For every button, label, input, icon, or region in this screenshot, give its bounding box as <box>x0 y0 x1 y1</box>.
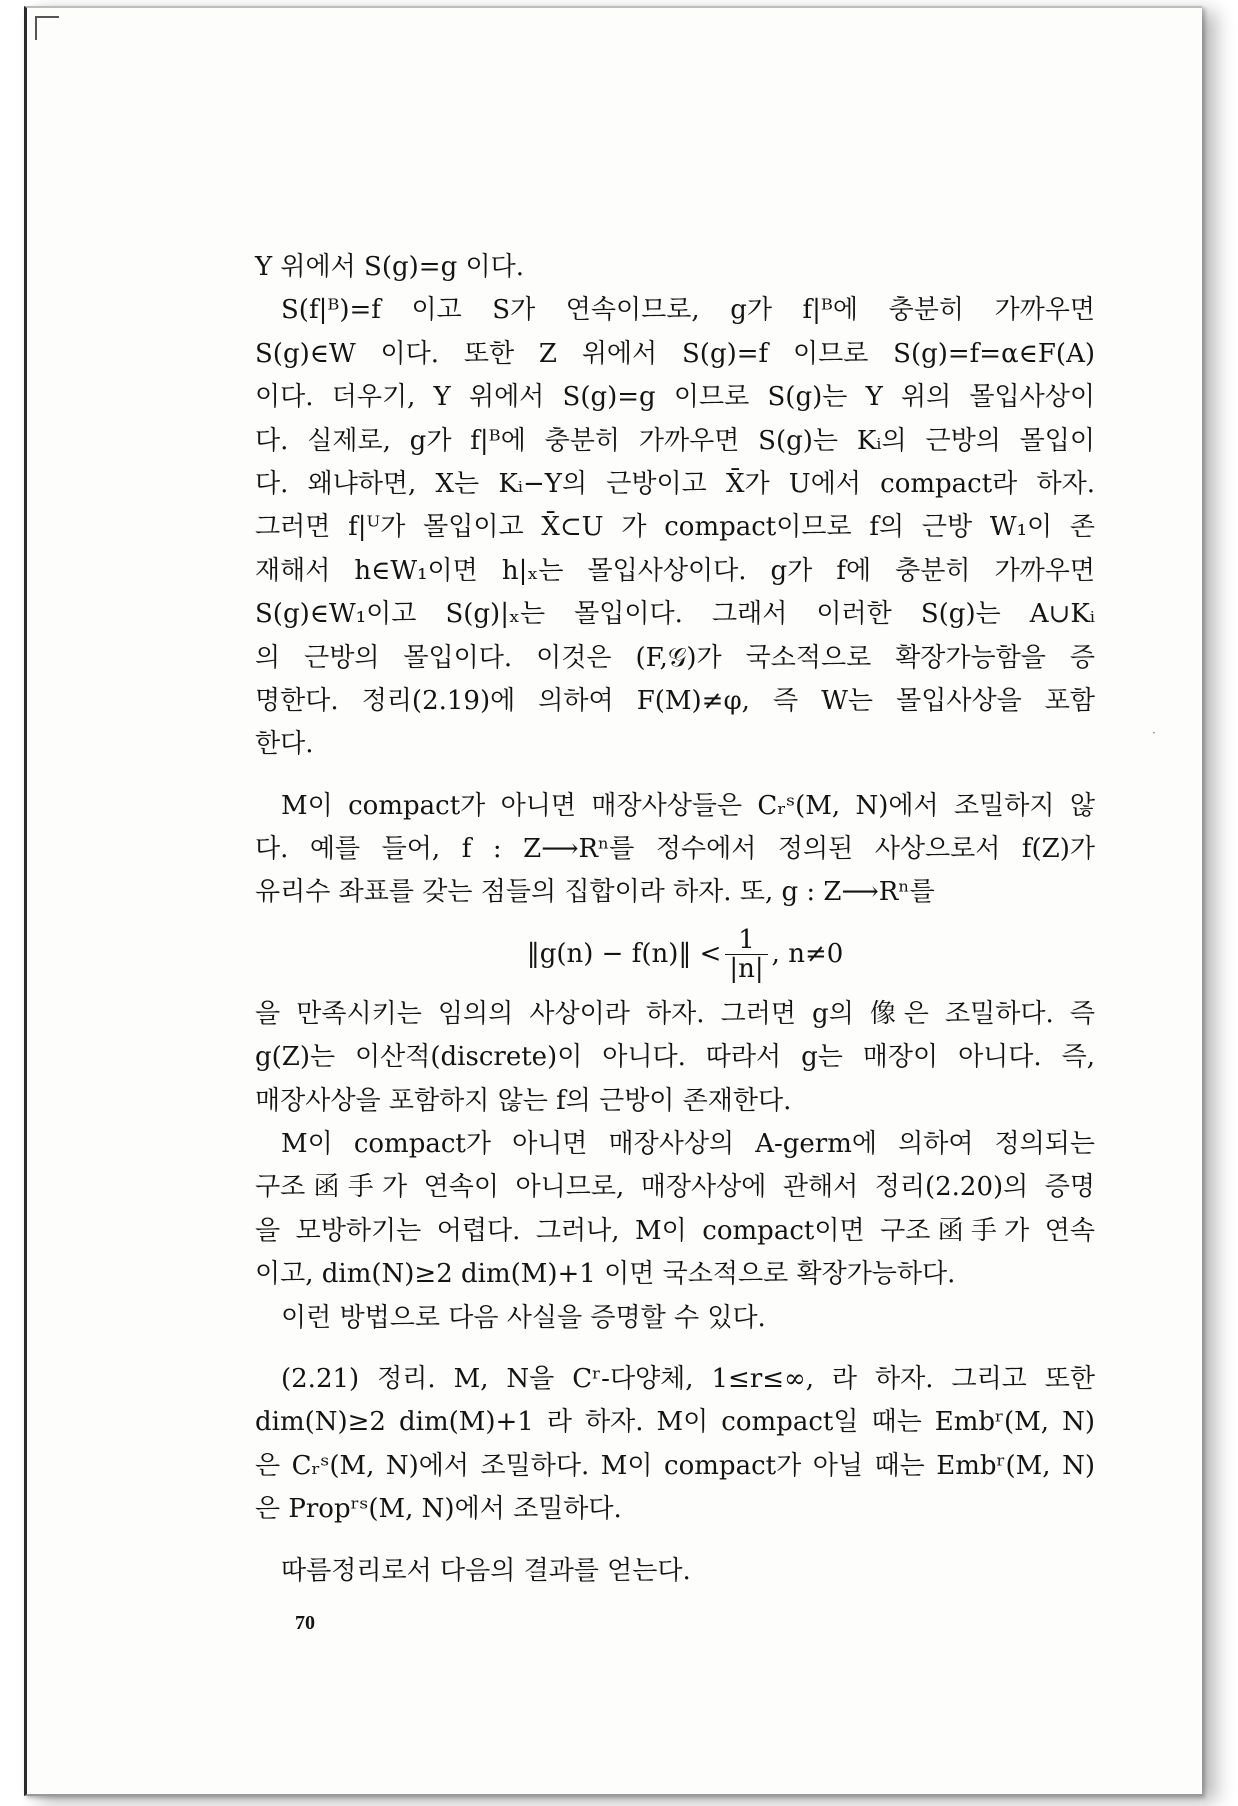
corollary-intro: 따름정리로서 다음의 결과를 얻는다. <box>281 1555 691 1586</box>
text-line: 을 만족시키는 임의의 사상이라 하자. 그러면 g의 像은 조밀하다. 즉 <box>255 998 1095 1029</box>
text-line: 다. 예를 들어, f : Z⟶Rⁿ를 정수에서 정의된 사상으로서 f(Z)가 <box>255 834 1095 865</box>
text-line: 한다. <box>255 729 314 760</box>
text-line: M이 compact가 아니면 매장사상의 A-germ에 의하여 정의되는 <box>281 1129 1095 1160</box>
text-line: 이런 방법으로 다음 사실을 증명할 수 있다. <box>281 1302 766 1333</box>
theorem-line: 은 Propʳˢ(M, N)에서 조밀하다. <box>255 1494 622 1525</box>
equation <box>255 915 1095 993</box>
text-line: 그러면 f|ᵁ가 몰입이고 X̄⊂U 가 compact이므로 f의 근방 W₁이 존 <box>255 512 1095 543</box>
theorem-line: dim(N)≥2 dim(M)+1 라 하자. M이 compact일 때는 Embʳ(M, N) <box>255 1407 1095 1438</box>
text-line: 이고, dim(N)≥2 dim(M)+1 이면 국소적으로 확장가능하다. <box>255 1259 956 1290</box>
text-line: S(f|ᴮ)=f 이고 S가 연속이므로, g가 f|ᴮ에 충분히 가까우면 <box>281 295 1095 326</box>
text-line: 을 모방하기는 어렵다. 그러나, M이 compact이면 구조函手가 연속 <box>255 1215 1095 1246</box>
page-number: 70 <box>295 1612 315 1634</box>
stray-mark: · <box>1152 726 1156 740</box>
fraction <box>725 926 767 983</box>
theorem-line: 은 Cᵣˢ(M, N)에서 조밀하다. M이 compact가 아닐 때는 Embʳ(M, N) <box>255 1450 1095 1481</box>
equation-left: ‖g(n) − f(n)‖ < <box>526 938 722 969</box>
text-line: 다. 실제로, g가 f|ᴮ에 충분히 가까우면 S(g)는 Kᵢ의 근방의 몰입이 <box>255 425 1095 456</box>
text-line: Y 위에서 S(g)=g 이다. <box>255 252 524 282</box>
equation-right: , n≠0 <box>771 938 844 969</box>
page-corner-mark <box>35 16 59 40</box>
text-line: 이다. 더우기, Y 위에서 S(g)=g 이므로 S(g)는 Y 위의 몰입사상이 <box>255 382 1095 413</box>
theorem-line: (2.21) 정리. M, N을 Cʳ-다양체, 1≤r≤∞, 라 하자. 그리고 또한 <box>281 1363 1095 1394</box>
text-line: 의 근방의 몰입이다. 이것은 (F,𝒢)가 국소적으로 확장가능함을 증 <box>255 642 1095 673</box>
text-line: S(g)∈W 이다. 또한 Z 위에서 S(g)=f 이므로 S(g)=f=α∈F(A) <box>255 338 1095 369</box>
text-line: S(g)∈W₁이고 S(g)|ₓ는 몰입이다. 그래서 이러한 S(g)는 A∪Kᵢ <box>255 599 1095 630</box>
text-line: M이 compact가 아니면 매장사상들은 Cᵣˢ(M, N)에서 조밀하지 않 <box>281 790 1095 821</box>
page-body <box>255 246 1095 1593</box>
text-line: g(Z)는 이산적(discrete)이 아니다. 따라서 g는 매장이 아니다. 즉, <box>255 1042 1095 1073</box>
fraction-denominator: |n| <box>729 954 764 985</box>
text-line: 다. 왜냐하면, X는 Kᵢ−Y의 근방이고 X̄가 U에서 compact라 하자. <box>255 468 1095 499</box>
fraction-numerator: 1 <box>725 926 767 955</box>
text-line: 명한다. 정리(2.19)에 의하여 F(M)≠φ, 즉 W는 몰입사상을 포함 <box>255 685 1095 716</box>
text-line: 유리수 좌표를 갖는 점들의 집합이라 하자. 또, g : Z⟶Rⁿ를 <box>255 877 935 908</box>
text-line: 재해서 h∈W₁이면 h|ₓ는 몰입사상이다. g가 f에 충분히 가까우면 <box>255 555 1095 586</box>
text-line: 구조函手가 연속이 아니므로, 매장사상에 관해서 정리(2.20)의 증명 <box>255 1172 1095 1203</box>
text-line: 매장사상을 포함하지 않는 f의 근방이 존재한다. <box>255 1085 792 1116</box>
